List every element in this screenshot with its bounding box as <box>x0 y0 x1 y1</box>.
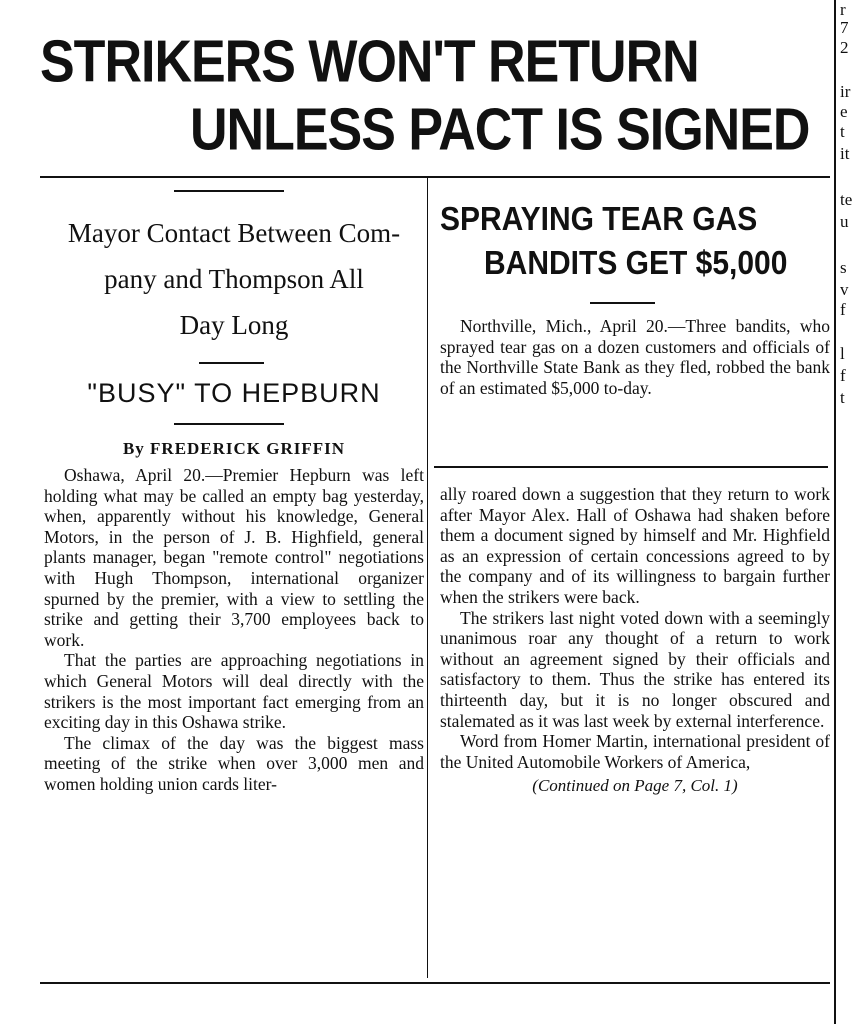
left-story <box>44 190 424 795</box>
paragraph: Oshawa, April 20.—Premier Hepburn was left holding what may be called an empty bag yesterday, when, apparently without his knowledge, General Motors, in the person of J. B. Highfield, general plants manager, began "remote control" negotiations with Hugh Thompson, international organizer spurned by the premier, with a view to settling the strike and getting their 3,700 employees back to work. <box>44 465 424 650</box>
edge-fragment: 7 <box>840 18 849 37</box>
edge-fragment: te <box>840 190 853 209</box>
bottom-rule <box>40 982 830 984</box>
deck-rule-mid <box>199 362 264 364</box>
story-deck <box>44 210 424 348</box>
headline-line-2: UNLESS PACT IS SIGNED <box>190 96 810 164</box>
section-rule <box>434 466 828 468</box>
byline: By FREDERICK GRIFFIN <box>122 439 346 458</box>
story-subhead: "BUSY" TO HEPBURN <box>87 378 381 408</box>
tear-gas-headline-line-2: BANDITS GET $5,000 <box>484 245 788 282</box>
deck-line: Mayor Contact Between Com- <box>67 218 401 248</box>
edge-fragment: it <box>840 144 850 163</box>
edge-fragment: u <box>840 212 849 231</box>
headline-rule <box>40 176 830 178</box>
edge-fragment: f <box>840 300 846 319</box>
tear-gas-headline-line-1: SPRAYING TEAR GAS <box>440 201 758 238</box>
story-body <box>44 465 424 795</box>
edge-fragment: v <box>840 280 849 299</box>
continued-story <box>440 484 830 796</box>
edge-fragment: r <box>840 0 846 19</box>
deck-line: Day Long <box>179 310 289 340</box>
tear-gas-rule <box>590 302 655 304</box>
paragraph: That the parties are approaching negotiations in which General Motors will deal directly with the strikers is the most important fact emerging from an exciting day in this Oshawa strike. <box>44 650 424 733</box>
edge-fragment: t <box>840 388 845 407</box>
paragraph: The climax of the day was the biggest mass meeting of the strike when over 3,000 men and women holding union cards liter- <box>44 732 424 794</box>
deck-rule-top <box>174 190 284 192</box>
page-column-rule <box>834 0 836 1024</box>
tear-gas-body <box>440 316 830 398</box>
paragraph: Word from Homer Martin, international president of the United Automobile Workers of America, <box>440 731 830 772</box>
right-story <box>440 196 830 398</box>
edge-fragment: t <box>840 122 845 141</box>
edge-fragment: s <box>840 258 847 277</box>
paragraph: Northville, Mich., April 20.—Three bandits, who sprayed tear gas on a dozen customers and officials of the Northville State Bank as they fled, robbed the bank of an estimated $5,000 to-day. <box>440 316 830 398</box>
deck-rule-bottom <box>174 423 284 425</box>
edge-fragment: ir <box>840 82 851 101</box>
deck-line: pany and Thompson All <box>104 264 364 294</box>
continued-body <box>440 484 830 772</box>
edge-fragment: f <box>840 366 846 385</box>
edge-fragment: l <box>840 344 845 363</box>
headline-line-1: STRIKERS WON'T RETURN <box>40 28 699 96</box>
edge-fragment: e <box>840 102 848 121</box>
paragraph: ally roared down a suggestion that they return to work after Mayor Alex. Hall of Oshawa had shaken before them a document signed by himself and Mr. Highfield as an expression of certain concessions agreed to by the company and of its willingness to bargain further when the strikers were back. <box>440 484 830 607</box>
paragraph: The strikers last night voted down with a seemingly unanimous roar any thought of a return to work without an agreement signed by their officials and satisfactory to them. Thus the strike has entered its thirteenth day, but it is no longer obscured and stalemated as it was last week by external interference. <box>440 607 830 731</box>
edge-fragment: 2 <box>840 38 849 57</box>
continued-note: (Continued on Page 7, Col. 1) <box>532 776 738 796</box>
column-divider <box>427 178 428 978</box>
